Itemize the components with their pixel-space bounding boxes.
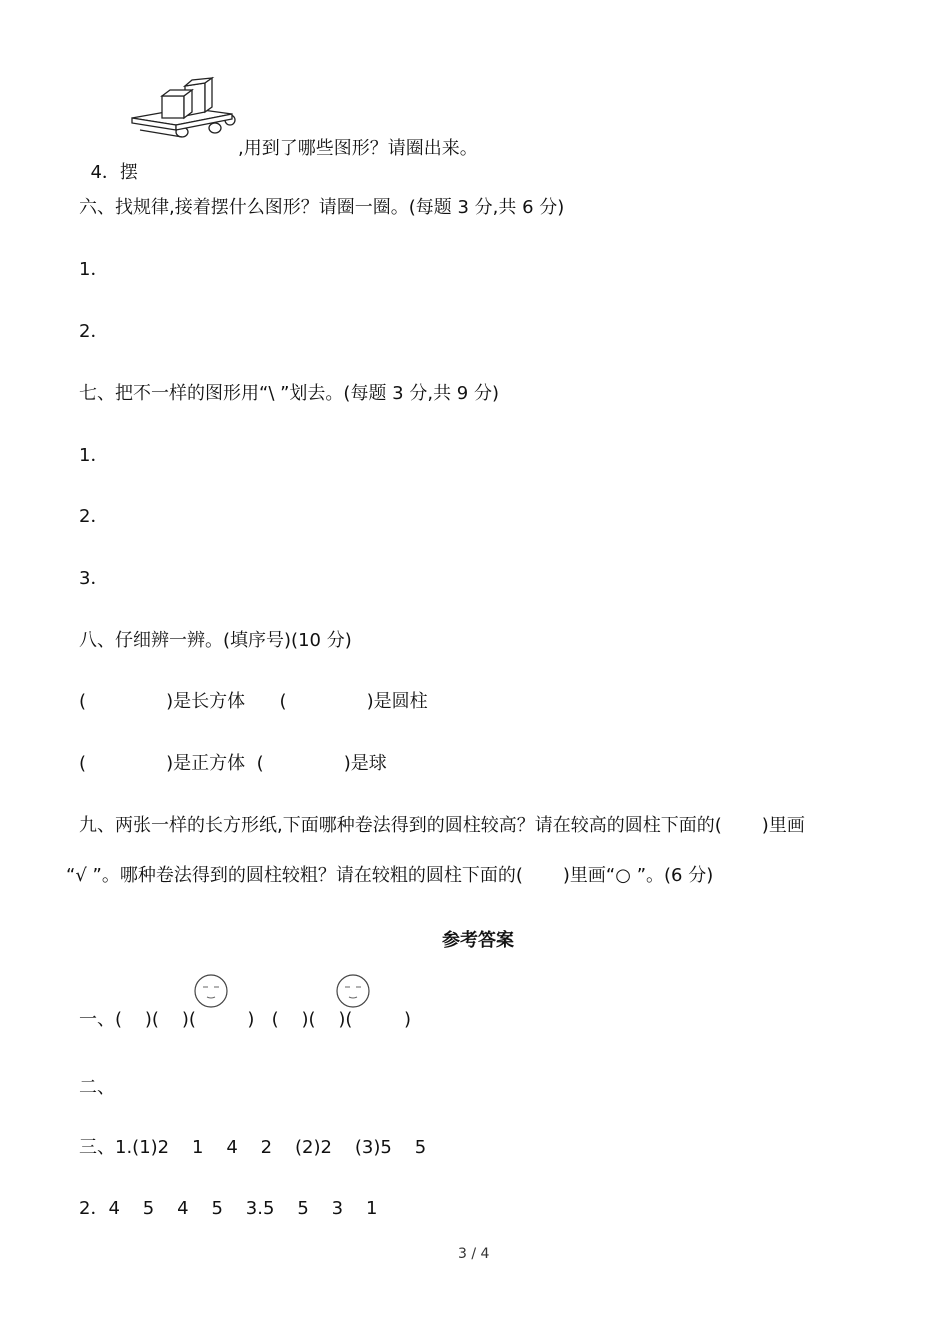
section-7-item-2: 2． (79, 506, 109, 527)
question-4-prefix: 4．摆 (90, 162, 138, 183)
page-number: 3 / 4 (458, 1246, 490, 1262)
question-4-suffix: ,用到了哪些图形？请圈出来。 (238, 138, 478, 159)
section-8-row-1: ( )是长方体 ( )是圆柱 (79, 691, 428, 712)
answer-3: 三、1.(1)2 1 4 2 (2)2 (3)5 5 (79, 1137, 427, 1158)
section-7-item-3: 3． (79, 568, 109, 589)
answer-1: 一、( )( )( ) ( )( )( ) (79, 1009, 411, 1030)
section-6-item-2: 2． (79, 321, 109, 342)
face-icon (194, 974, 228, 1008)
blocks-illustration (130, 76, 236, 140)
face-icon (336, 974, 370, 1008)
section-7-item-1: 1． (79, 445, 109, 466)
section-9-line-1: 九、两张一样的长方形纸,下面哪种卷法得到的圆柱较高？请在较高的圆柱下面的( )里画 (79, 815, 805, 836)
section-6-item-1: 1． (79, 259, 109, 280)
question-4 (79, 137, 138, 185)
section-9-line-2: “√ ”。哪种卷法得到的圆柱较粗？请在较粗的圆柱下面的( )里画“○ ”。(6 分) (66, 865, 714, 886)
section-6-heading: 六、找规律,接着摆什么图形？请圈一圈。(每题 3 分,共 6 分) (79, 197, 565, 218)
answers-title: 参考答案 (442, 930, 514, 951)
section-8-heading: 八、仔细辨一辨。(填序号)(10 分) (79, 630, 352, 651)
answer-2: 二、 (79, 1077, 115, 1098)
section-7-heading: 七、把不一样的图形用“\ ”划去。(每题 3 分,共 9 分) (79, 383, 499, 404)
section-8-row-2: ( )是正方体 ( )是球 (79, 753, 387, 774)
answer-4: 2．4 5 4 5 3.5 5 3 1 (79, 1198, 378, 1219)
